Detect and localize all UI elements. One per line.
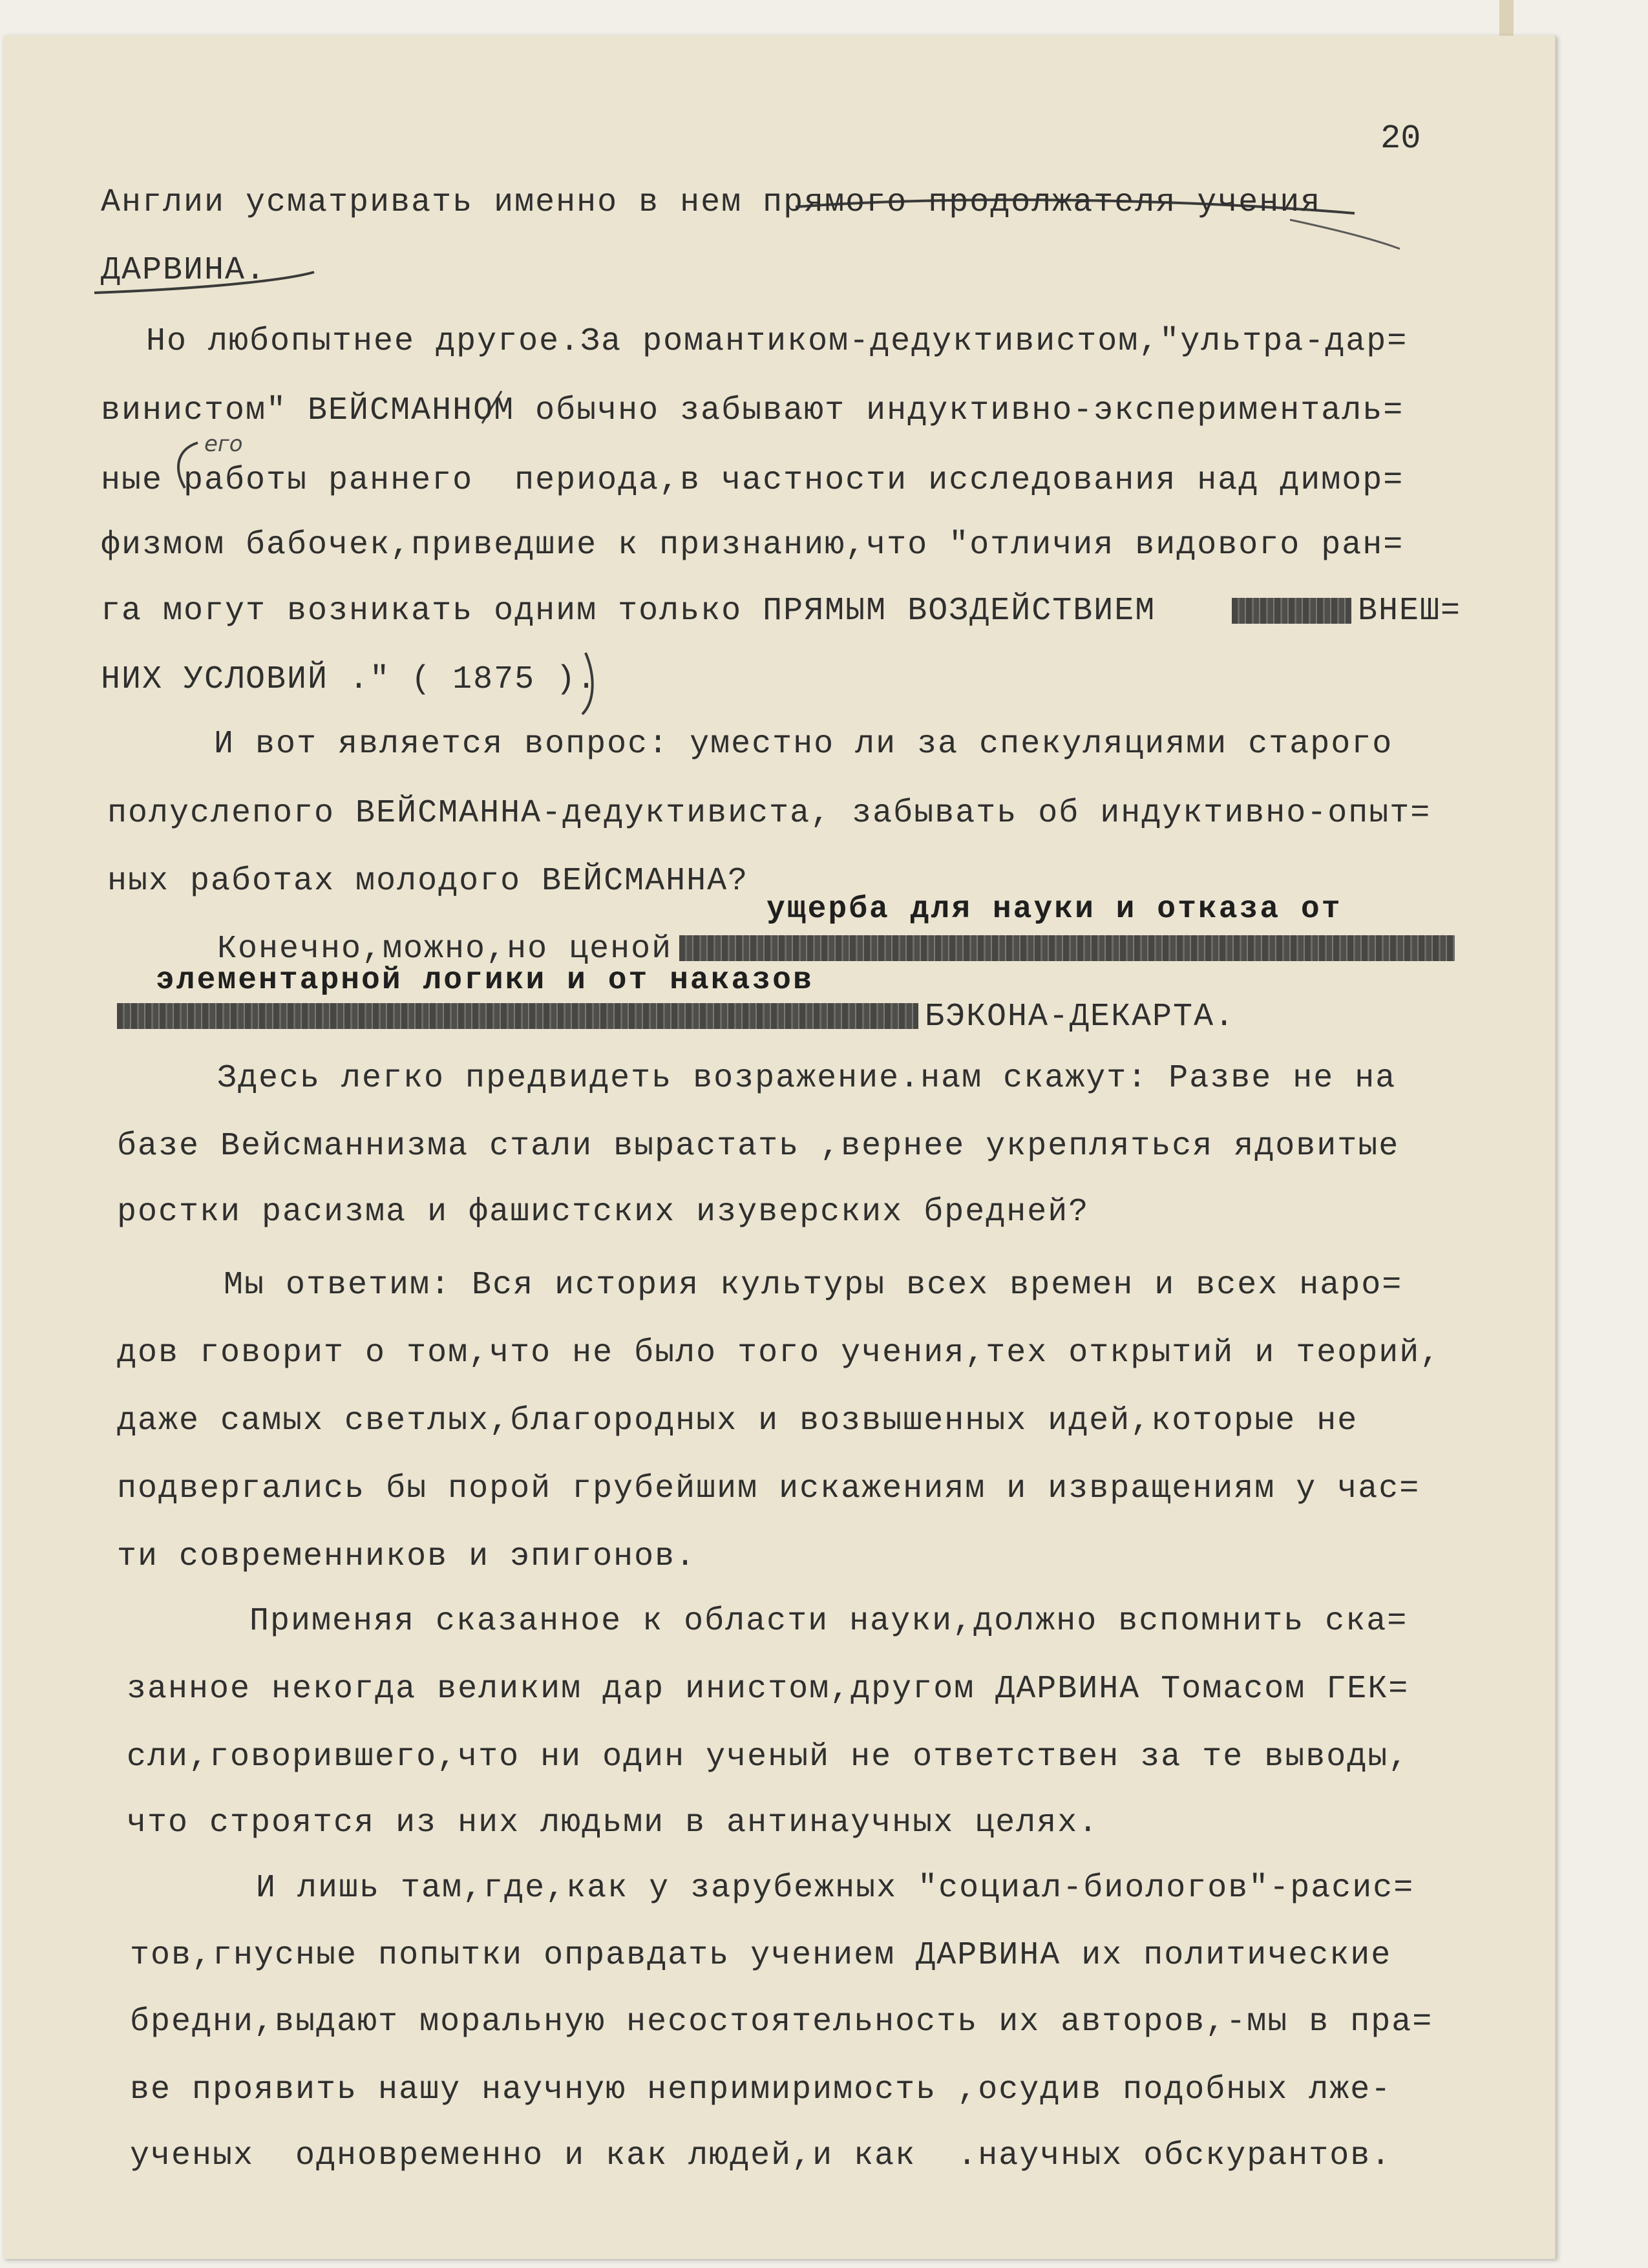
underlying-sheet-edge — [1499, 0, 1514, 36]
text-line: ДАРВИНА. — [101, 252, 267, 289]
handwritten-insert-ego: его — [204, 431, 243, 457]
text-line: И лишь там,где,как у зарубежных "социал-биологов"-расис= — [256, 1870, 1415, 1907]
text-line: ростки расизма и фашистских изуверских бредней? — [117, 1194, 1090, 1231]
text-line: что строятся из них людьми в антинаучных целях. — [127, 1805, 1099, 1841]
text-line: тов,гнусные попытки оправдать учением ДАРВИНА их политические — [130, 1937, 1392, 1974]
text-line: занное некогда великим дар инистом,другом ДАРВИНА Томасом ГЕК= — [127, 1671, 1410, 1708]
text-line: базе Вейсманнизма стали вырастать ,вернее укрепляться ядовитые — [117, 1128, 1400, 1165]
text-line: ве проявить нашу научную непримиримость ,осудив подобных лже- — [130, 2072, 1392, 2108]
text-line: Англии усматривать именно в нем прямого продолжателя учения — [101, 184, 1322, 221]
text-line: Конечно,можно,но ценой — [217, 931, 673, 968]
text-line: винистом" ВЕЙСМАННОМ обычно забывают индуктивно-эксперименталь= — [101, 392, 1404, 429]
text-line: ти современников и эпигонов. — [117, 1538, 697, 1575]
text-line: га могут возникать одним только ПРЯМЫМ ВОЗДЕЙСТВИЕМ — [101, 593, 1177, 630]
body-text — [4, 36, 1555, 2259]
text-line: сли,говорившего,что ни один ученый не ответствен за те выводы, — [127, 1739, 1410, 1775]
text-line: Но любопытнее другое.За романтиком-дедуктивистом,"ультра-дар= — [146, 323, 1408, 360]
struck-out-passage-2 — [117, 1003, 918, 1029]
text-line: ные работы раннего периода,в частности исследования над димор= — [101, 462, 1404, 499]
text-line: ВНЕШ= — [1358, 593, 1462, 630]
text-line: ных работах молодого ВЕЙСМАННА? — [107, 863, 749, 900]
text-line: И вот является вопрос: уместно ли за спекуляциями старого — [214, 726, 1393, 763]
text-line: НИХ УСЛОВИЙ ." ( 1875 ). — [101, 661, 598, 698]
text-line: подвергались бы порой грубейшим искажениям и извращениям у час= — [117, 1470, 1421, 1507]
text-line: Мы ответим: Вся история культуры всех времен и всех наро= — [224, 1267, 1403, 1304]
text-line: полуслепого ВЕЙСМАННА-дедуктивиста, забывать об индуктивно-опыт= — [107, 795, 1431, 832]
text-line: ученых одновременно и как людей,и как .научных обскурантов. — [130, 2137, 1392, 2174]
typewritten-page — [4, 36, 1556, 2259]
typed-insertion-line-1: ущерба для науки и отказа от — [766, 892, 1342, 927]
text-line: бредни,выдают моральную несостоятельность их авторов,-мы в пра= — [130, 2004, 1433, 2040]
text-line: физмом бабочек,приведшие к признанию,что "отличия видового ран= — [101, 527, 1404, 564]
typed-insertion-line-2: элементарной логики и от наказов — [156, 963, 814, 998]
text-line: БЭКОНА-ДЕКАРТА. — [925, 999, 1236, 1035]
page-number: 20 — [1380, 120, 1421, 158]
text-line: даже самых светлых,благородных и возвышенных идей,которые не — [117, 1403, 1358, 1439]
struck-out-word — [1232, 598, 1351, 624]
text-line: Здесь легко предвидеть возражение.нам скажут: Разве не на — [217, 1060, 1397, 1097]
text-line: Применяя сказанное к области науки,должно вспомнить ска= — [249, 1603, 1408, 1640]
text-line: дов говорит о том,что не было того учения,тех открытий и теорий, — [117, 1335, 1441, 1372]
struck-out-passage-1 — [679, 935, 1455, 961]
